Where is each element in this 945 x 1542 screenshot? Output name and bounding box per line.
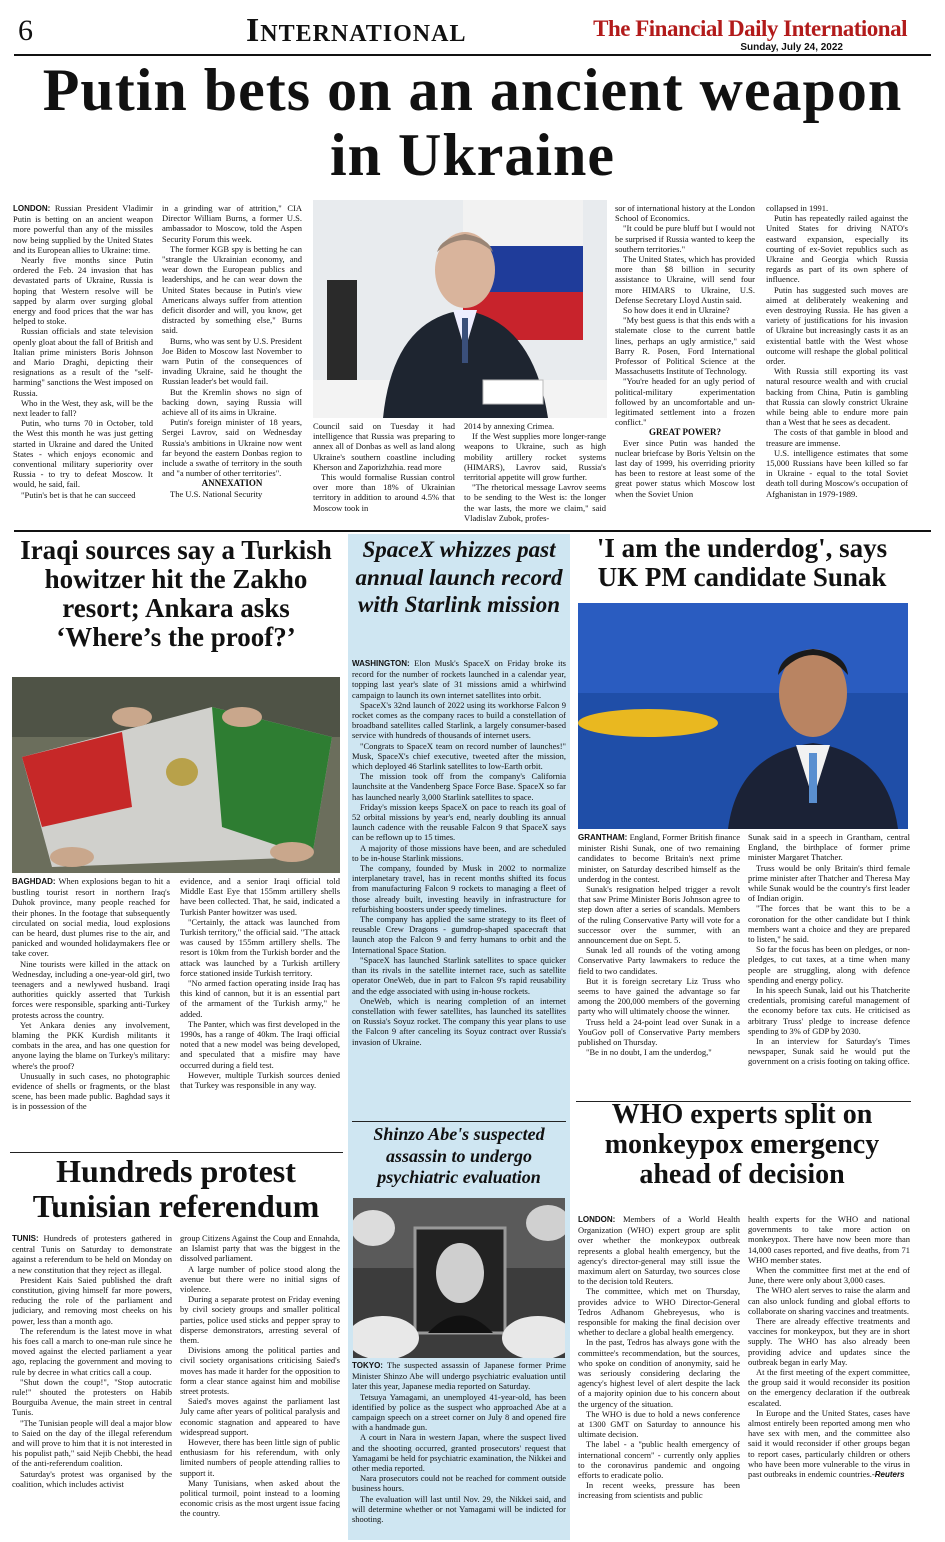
paragraph: Nearly five months since Putin ordered the Feb. 24 invasion that has devastated parts of Ukraine, Russia is hoping that Western resolve will be sapped by alarm over surging global energy and food prices that the war has helped to stoke.	[13, 255, 153, 327]
paragraph: Sunak led all rounds of the voting among Conservative Party lawmakers to reduce the field to two candidates.	[578, 945, 740, 976]
sunak-headline: 'I am the underdog', says UK PM candidate Sunak	[596, 533, 888, 593]
paragraph: The former KGB spy is betting he can "strangle the Ukrainian economy, and wear down the European publics and leaderships, and he can wear down the United States because in Putin's view Americans always suffer from attention deficit disorder and will, you know, get distracted by something else," Burns said.	[162, 243, 302, 336]
paragraph: The company has applied the same strategy to its fleet of reusable Crew Dragons - gumdrop-shaped spacecraft that launch atop the Falcon 9 and ferry humans to orbit and the International Space Station.	[352, 914, 566, 955]
paragraph: Saturday's protest was organised by the coalition, which includes activist	[12, 1468, 172, 1489]
paragraph: evidence, and a senior Iraqi official told Middle East Eye that 155mm artillery shells have been collected. That, he said, indicated a Turkish Panter howitzer was used.	[180, 876, 340, 917]
paragraph: 2014 by annexing Crimea.	[464, 421, 555, 431]
paragraph: The label - a "public health emergency of international concern" - currently only applies to the coronavirus pandemic and ongoing efforts to eradicate polio.	[578, 1439, 740, 1481]
paragraph: OneWeb, which is nearing completion of an internet constellation with fewer satellites, has launched its satellites on Russia's Soyuz rocket. The company this year plans to use the Falcon 9 after canceling its Soyuz contract over Russia's invasion of Ukraine.	[352, 995, 566, 1047]
paragraph: In Europe and the United States, cases have almost entirely been reported among men who have sex with men, and the committee also said it would reconsider if other groups began to report cases, particularly children or others who have been more vulnerable to the virus in past outbreaks in endemic countries.-Reuters	[748, 1407, 910, 1480]
abe-body	[352, 1360, 566, 1538]
paragraph: Tetsuya Yamagami, an unemployed 41-year-old, has been identified by police as the suspect who approached Abe at a campaign speech on a street corner on July 8 and opened fire with a handmade gun.	[352, 1391, 566, 1433]
paragraph: "Certainly, the attack was launched from Turkish territory," the official said. "The attack was caused by 155mm artillery shells. The resort is 10km from the Turkish border and the attack was launched by a Turkish artillery force stationed inside Turkish territory.	[180, 916, 340, 978]
paragraph: President Kais Saied published the draft constitution, giving himself far more powers, reducing the role of the parliament and judiciary, and removing most cheeks on his power, less than a month ago.	[12, 1274, 172, 1326]
paragraph: If the West supplies more longer-range weapons to Ukraine, such as high mobility artillery rocket systems (HIMARS), Lavrov said, Russia's territorial appetite will grow further.	[464, 431, 606, 483]
paragraph: However, multiple Turkish sources denied that Turkey was responsible in any way.	[180, 1069, 340, 1091]
putin-col-6	[766, 203, 908, 525]
paragraph: ANNEXATION	[201, 478, 263, 489]
newspaper-name: The Financial Daily International	[593, 16, 907, 41]
paragraph: LONDON: Russian President Vladimir Putin is betting on an ancient weapon more powerful than any of the missiles now being supplied by the United States and its European allies to Ukraine: time.	[13, 203, 153, 255]
paragraph: "Congrats to SpaceX team on record number of launches!" Musk, SpaceX's chief executive, tweeted after the mission, which deployed 46 Starlink satellites to low-Earth orbit.	[352, 740, 566, 772]
iraq-col-1	[12, 876, 170, 1148]
paragraph: GREAT POWER?	[649, 427, 721, 438]
paragraph: "The Tunisian people will deal a major blow to Saied on the day of the illegal referendum and will prove to him that it is not interested in his populist path," said Nejib Chebbi, the head of the anti-referendum coalition.	[12, 1417, 172, 1469]
paragraph: Putin has repeatedly railed against the United States for driving NATO's eastward expansion, especially its courting of ex-Soviet republics such as Ukraine and Georgia which Russia regards as part of its own sphere of influence.	[766, 213, 908, 285]
paragraph: Putin's foreign minister of 18 years, Sergei Lavrov, said on Wednesday Russia's ambitions in Ukraine now went far beyond the eastern Donbas region to include a swathe of territory in the south and "a number of other territories".	[162, 417, 302, 479]
paragraph: collapsed in 1991.	[766, 203, 829, 213]
paragraph: TOKYO: The suspected assassin of Japanese former Prime Minister Shinzo Abe will undergo psychiatric evaluation until later this year, Japanese media reported on Saturday.	[352, 1360, 566, 1392]
issue-date: Sunday, July 24, 2022	[740, 42, 843, 53]
paragraph: Yet Ankara denies any involvement, blaming the PKK Kurdish militants it combats in the area, and has one question for anyone laying the blame on Turkey's military: where's the proof?	[12, 1019, 170, 1071]
paragraph: "SpaceX has launched Starlink satellites to space quicker than its rivals in the satellite internet race, such as satellite operator OneWeb, due in part to Falcon 9's rapid reusability and the edge associated with using in-house rockets.	[352, 954, 566, 996]
paragraph: The mission took off from the company's California launchsite at the Vandenberg Space Force Base. SpaceX so far has launched nearly 3,000 Starlink satellites to space.	[352, 771, 566, 802]
paragraph: The United States, which has provided more than $8 billion in security assistance to Ukraine, will send four more HIMARS to Ukraine, U.S. Defense Secretary Lloyd Austin said.	[615, 254, 755, 305]
paragraph: Putin, who turns 70 in October, told the West this month he was just getting started in Ukraine and dared the United States - which enjoys economic and conventional military superiority over Russia - to try to defeat Moscow. It would, he said, fail.	[13, 418, 153, 490]
iraq-headline: Iraqi sources say a Turkish howitzer hit the Zakho resort; Ankara asks ‘Where’s the proof?’	[20, 535, 332, 653]
abe-headline: Shinzo Abe's suspected assassin to undergo psychiatric evaluation	[373, 1124, 545, 1188]
paragraph: When the committee first met at the end of June, there were only about 3,000 cases.	[748, 1265, 910, 1286]
paragraph: Nara prosecutors could not be reached for comment outside business hours.	[352, 1473, 566, 1494]
paragraph: In the past, Tedros has always gone with the committee's recommendation, but the sources, who spoke on condition of anonymity, said he was seriously considering declaring the agency's highest level of alert despite the lack of a majority opinion due to his concern about the urgency of the situation.	[578, 1337, 740, 1409]
sunak-col-1	[578, 832, 740, 1100]
paragraph: health experts for the WHO and national governments to take more action on monkeypox. There have now been more than 14,000 cases reported, and five deaths, from 71 WHO member states.	[748, 1214, 910, 1265]
paragraph: "Putin's bet is that he can succeed	[21, 489, 136, 500]
paragraph: "The rhetorical message Lavrov seems to be sending to the West is: the longer the war lasts, the more we claim," said Vladislav Zubok, profes-	[464, 482, 606, 523]
paragraph: With Russia still exporting its vast natural resource wealth and with crucial backing from China, Putin is gambling that Russia can slowly constrict Ukraine while being able to endure more pain than a West that he sees as decadent.	[766, 366, 908, 428]
iraq-col-2	[180, 876, 340, 1148]
sunak-col-2	[748, 832, 910, 1100]
paragraph: There are already effective treatments and vaccines for monkeypox, but they are in short supply. The WHO has also already been providing advice and updates since the outbreak began in early May.	[748, 1316, 910, 1367]
page-number: 6	[18, 14, 33, 47]
tunisia-col-2	[180, 1233, 340, 1535]
paragraph: However, there has been little sign of public enthusiasm for his referendum, with only limited numbers of people attending rallies to support it.	[180, 1437, 340, 1478]
putin-col-2	[162, 203, 302, 525]
paragraph: Many Tunisians, when asked about the political turmoil, point instead to a looming economic crisis as the most urgent issue facing the country.	[180, 1477, 340, 1519]
iraq-photo	[12, 677, 340, 873]
paragraph: Ever since Putin was handed the nuclear briefcase by Boris Yeltsin on the last day of 1999, his overriding priority has been to restore at least some of the great power status which Moscow lost when the Soviet Union	[615, 437, 755, 499]
paragraph: So far the focus has been on pledges, or non-pledges, to cut taxes, at a time when many people are struggling, along with defence spending and energy policy.	[748, 944, 910, 985]
putin-col-4	[464, 421, 606, 525]
paragraph: Divisions among the political parties and civil society organisations criticising Saied's moves has made it harder for the opposition to form a clear stance against him and mobilise street protests.	[180, 1345, 340, 1397]
paragraph: But it is foreign secretary Liz Truss who seems to have gained the advantage so far among the 200,000 members of the governing party who will ultimately choose the winner.	[578, 975, 740, 1017]
header-rule	[14, 54, 931, 56]
paragraph: A large number of police stood along the avenue but there were no initial signs of violence.	[180, 1263, 340, 1295]
sunak-photo	[578, 603, 908, 829]
paragraph: Unusually in such cases, no photographic evidence of shells or fragments, or the blast scene, has been made public. Baghdad says it is in possession of the	[12, 1070, 170, 1112]
paragraph: Friday's mission keeps SpaceX on pace to reach its goal of 52 orbital missions by year's end, nearly doubling its annual launch cadence with the reusable Falcon 9 that SpaceX says can be reflown up to 15 times.	[352, 801, 566, 843]
paragraph: "It could be pure bluff but I would not be surprised if Russia wanted to keep the southern territories."	[615, 223, 755, 254]
paragraph: in a grinding war of attrition," CIA Director William Burns, a former U.S. ambassador to Moscow, told the Aspen Security Forum this week.	[162, 203, 302, 244]
paragraph: "Shut down the coup!", "Stop autocratic rule!" shouted the protesters on Habib Bourguiba Avenue, the main street in central Tunis.	[12, 1376, 172, 1418]
paragraph: Saied's moves against the parliament last July came after years of political paralysis and economic stagnation and appeared to have widespread support.	[180, 1396, 340, 1437]
paragraph: TUNIS: Hundreds of protesters gathered in central Tunis on Saturday to demonstrate against a referendum to be held on Monday on a new constitution that they reject as illegal.	[12, 1233, 172, 1275]
paragraph: The evaluation will last until Nov. 29, the Nikkei said, and will determine whether or not Yamagami will be indicted for shooting.	[352, 1493, 566, 1525]
paragraph: group Citizens Against the Coup and Ennahda, an Islamist party that was the biggest in the dissolved parliament.	[180, 1233, 340, 1264]
paragraph: The U.S. National Security	[170, 488, 263, 499]
paragraph: Burns, who was sent by U.S. President Joe Biden to Moscow last November to warn Putin of the consequences of invading Ukraine, said he thought the Russian leader's bet would fail.	[162, 335, 302, 387]
paragraph: Russian officials and state television openly gloat about the fall of British and Italian prime ministers Boris Johnson and Mario Draghi, depicting their resignations as a result of the "self-harming" sanctions the West imposed on Russia.	[13, 326, 153, 398]
paragraph: Truss would be only Britain's third female prime minister after Thatcher and Theresa May while Sunak would be the country's first leader of Indian origin.	[748, 862, 910, 904]
putin-bottom-rule	[14, 530, 931, 532]
paragraph: The WHO alert serves to raise the alarm and can also unlock funding and global efforts to collaborate on sharing vaccines and treatments.	[748, 1285, 910, 1316]
tunisia-headline: Hundreds protest Tunisian referendum	[32, 1153, 320, 1224]
paragraph: A court in Nara in western Japan, where the suspect lived and the shooting occurred, granted prosecutors' request that Yamagami be held for psychiatric examination, the Nikkei and other media reported.	[352, 1432, 566, 1474]
paragraph: SpaceX's 32nd launch of 2022 using its workhorse Falcon 9 rocket comes as the company races to build a constellation of broadband satellites called Starlink, a largely consumer-based service with hundreds of thousands of internet users.	[352, 699, 566, 741]
paragraph: LONDON: Members of a World Health Organization (WHO) expert group are split over whether the monkeypox outbreak represents a global health emergency, but the agency's director-general may still issue the maximum alert on Saturday, two sources close to the decision told Reuters.	[578, 1214, 740, 1287]
paragraph: During a separate protest on Friday evening by civil society groups and smaller political parties, police used sticks and pepper spray to disperse demonstrators, arresting several of them.	[180, 1294, 340, 1346]
section-title: International	[246, 12, 467, 49]
paragraph: U.S. intelligence estimates that some 15,000 Russians have been killed so far in Ukraine - equal to the total Soviet death toll during Moscow's occupation of Afghanistan in 1979-1989.	[766, 447, 908, 499]
paragraph: Truss held a 24-point lead over Sunak in a YouGov poll of Conservative Party members published on Thursday.	[578, 1016, 740, 1048]
paragraph: "My best guess is that this ends with a stalemate close to the current battle lines, perhaps an ugly armistice," said Barry R. Posen, Ford International Professor of Political Science at the Massachusetts Institute of Technology.	[615, 315, 755, 377]
paragraph: The committee, which met on Thursday, provides advice to WHO Director-General Tedros Adhanom Ghebreyesus, who is responsible for making the final decision over whether to declare a global health emergency.	[578, 1286, 740, 1338]
paragraph: In his speech Sunak, laid out his Thatcherite credentials, promising careful management of the economy before tax cuts. He criticised as arbitrary Truss' pledge to increase defence spending to 3% of GDP by 2030.	[748, 985, 910, 1036]
paragraph: WASHINGTON: Elon Musk's SpaceX on Friday broke its record for the number of rockets launched in a calendar year, topping last year's slate of 31 missions amid a whirlwind campaign to launch its own internet satellites into orbit.	[352, 658, 566, 700]
paragraph: A majority of those missions have been, and are scheduled to be in-house Starlink missions.	[352, 842, 566, 863]
paragraph: "Be in no doubt, I am the underdog,"	[586, 1047, 712, 1058]
abe-photo	[353, 1198, 565, 1358]
putin-col-5	[615, 203, 755, 525]
paragraph: Sunak said in a speech in Grantham, central England, the birthplace of former prime minister Margaret Thatcher.	[748, 832, 910, 863]
paragraph: sor of international history at the London School of Economics.	[615, 203, 755, 224]
paragraph: GRANTHAM: England, Former British finance minister Rishi Sunak, one of two remaining candidates to become Britain's next prime minister, on Saturday described himself as the underdog in the contest.	[578, 832, 740, 884]
tunisia-col-1	[12, 1233, 172, 1535]
paragraph: Council said on Tuesday it had intelligence that Russia was preparing to annex all of Donbas as well as land along Ukraine's southern coastline including Kherson and Zaporizhzhia. read more	[313, 421, 455, 472]
paragraph: BAGHDAD: When explosions began to hit a bustling tourist resort in northern Iraq's Duhok province, many people reached for their phones. In the footage that subsequently circulated on social media, loud explosions can be heard, dust plumes rise to the air, and panicked and wounded holidaymakers flee or take cover.	[12, 876, 170, 959]
paragraph: The referendum is the latest move in what his foes call a march to one-man rule since he moved against the elected parliament a year ago, replacing the government and moving to rule by decree in what critics call a coup.	[12, 1325, 172, 1377]
paragraph: In recent weeks, pressure has been increasing from scientists and public	[578, 1480, 740, 1501]
spacex-bottom-rule	[352, 1121, 566, 1122]
paragraph: Putin has suggested such moves are aimed at deliberately weakening and even destroying Russia. He has given a variety of justifications for his invasion of Ukraine but increasingly casts it as an existential battle with the West whose outcome will reshape the global political order.	[766, 284, 908, 367]
paragraph: The costs of that gamble in blood and treasure are immense.	[766, 427, 908, 448]
paragraph: So how does it end in Ukraine?	[623, 305, 730, 316]
who-col-1	[578, 1214, 740, 1538]
paragraph: "You're headed for an ugly period of political-military experimentation followed by an uncomfortable and un-legitimated settlement into a frozen conflict."	[615, 376, 755, 428]
spacex-body	[352, 658, 566, 1118]
spacex-headline: SpaceX whizzes past annual launch record with Starlink mission	[355, 537, 563, 618]
paragraph: At the first meeting of the expert committee, the group said it would reconsider its position on the emergency declaration if the outbreak escalated.	[748, 1367, 910, 1408]
paragraph: The Panter, which was first developed in the 1990s, has a range of 40km. The Iraqi official noted that a new model was being developed, and speculated that a misfire may have occurred during a field test.	[180, 1018, 340, 1070]
paragraph: The company, founded by Musk in 2002 to normalize interplanetary travel, has in recent months shifted its focus from manufacturing Falcon 9 rockets to managing a fleet of those already built, investing heavily in infrastructure for refurbishing boosters under speedy timelines.	[352, 863, 566, 914]
putin-col-3	[313, 421, 455, 525]
paragraph: This would formalise Russian control over more than 18% of Ukrainian territory in addition to around 4.5% that Moscow took in	[313, 472, 455, 513]
who-col-2	[748, 1214, 910, 1538]
paragraph: "The forces that be want this to be a coronation for the other candidate but I think members want a choice and they are prepared to listen," he said.	[748, 903, 910, 945]
putin-headline: Putin bets on an ancient weapon in Ukraine	[42, 57, 903, 188]
paragraph: "No armed faction operating inside Iraq has this kind of cannon, but it is an essential part of the armament of the Turkish army," he added.	[180, 978, 340, 1019]
who-headline: WHO experts split on monkeypox emergency ahead of decision	[604, 1099, 880, 1191]
putin-photo	[313, 200, 607, 418]
putin-col-1	[13, 203, 153, 525]
paragraph: Sunak's resignation helped trigger a revolt that saw Prime Minister Boris Johnson agree to step down after a series of scandals. Members of the ruling Conservative Party will vote for a successor over the summer, with an announcement due on Sept. 5.	[578, 884, 740, 946]
paragraph: The WHO is due to hold a news conference at 1300 GMT on Saturday to announce his ultimate decision.	[578, 1408, 740, 1440]
paragraph: Nine tourists were killed in the attack on Wednesday, including a one-year-old girl, two teenagers and a newlywed husband. Iraqi authorities quickly asserted that Turkish forces were responsible, sparking anti-Turkey protests across the country.	[12, 958, 170, 1020]
paragraph: Who in the West, they ask, will be the next leader to fall?	[13, 397, 153, 419]
paragraph: But the Kremlin shows no sign of backing down, saying Russia will achieve all of its aims in Ukraine.	[162, 386, 302, 418]
paragraph: In an interview for Saturday's Times newspaper, Sunak said he would put the government on a crisis footing on taking office.	[748, 1036, 910, 1067]
